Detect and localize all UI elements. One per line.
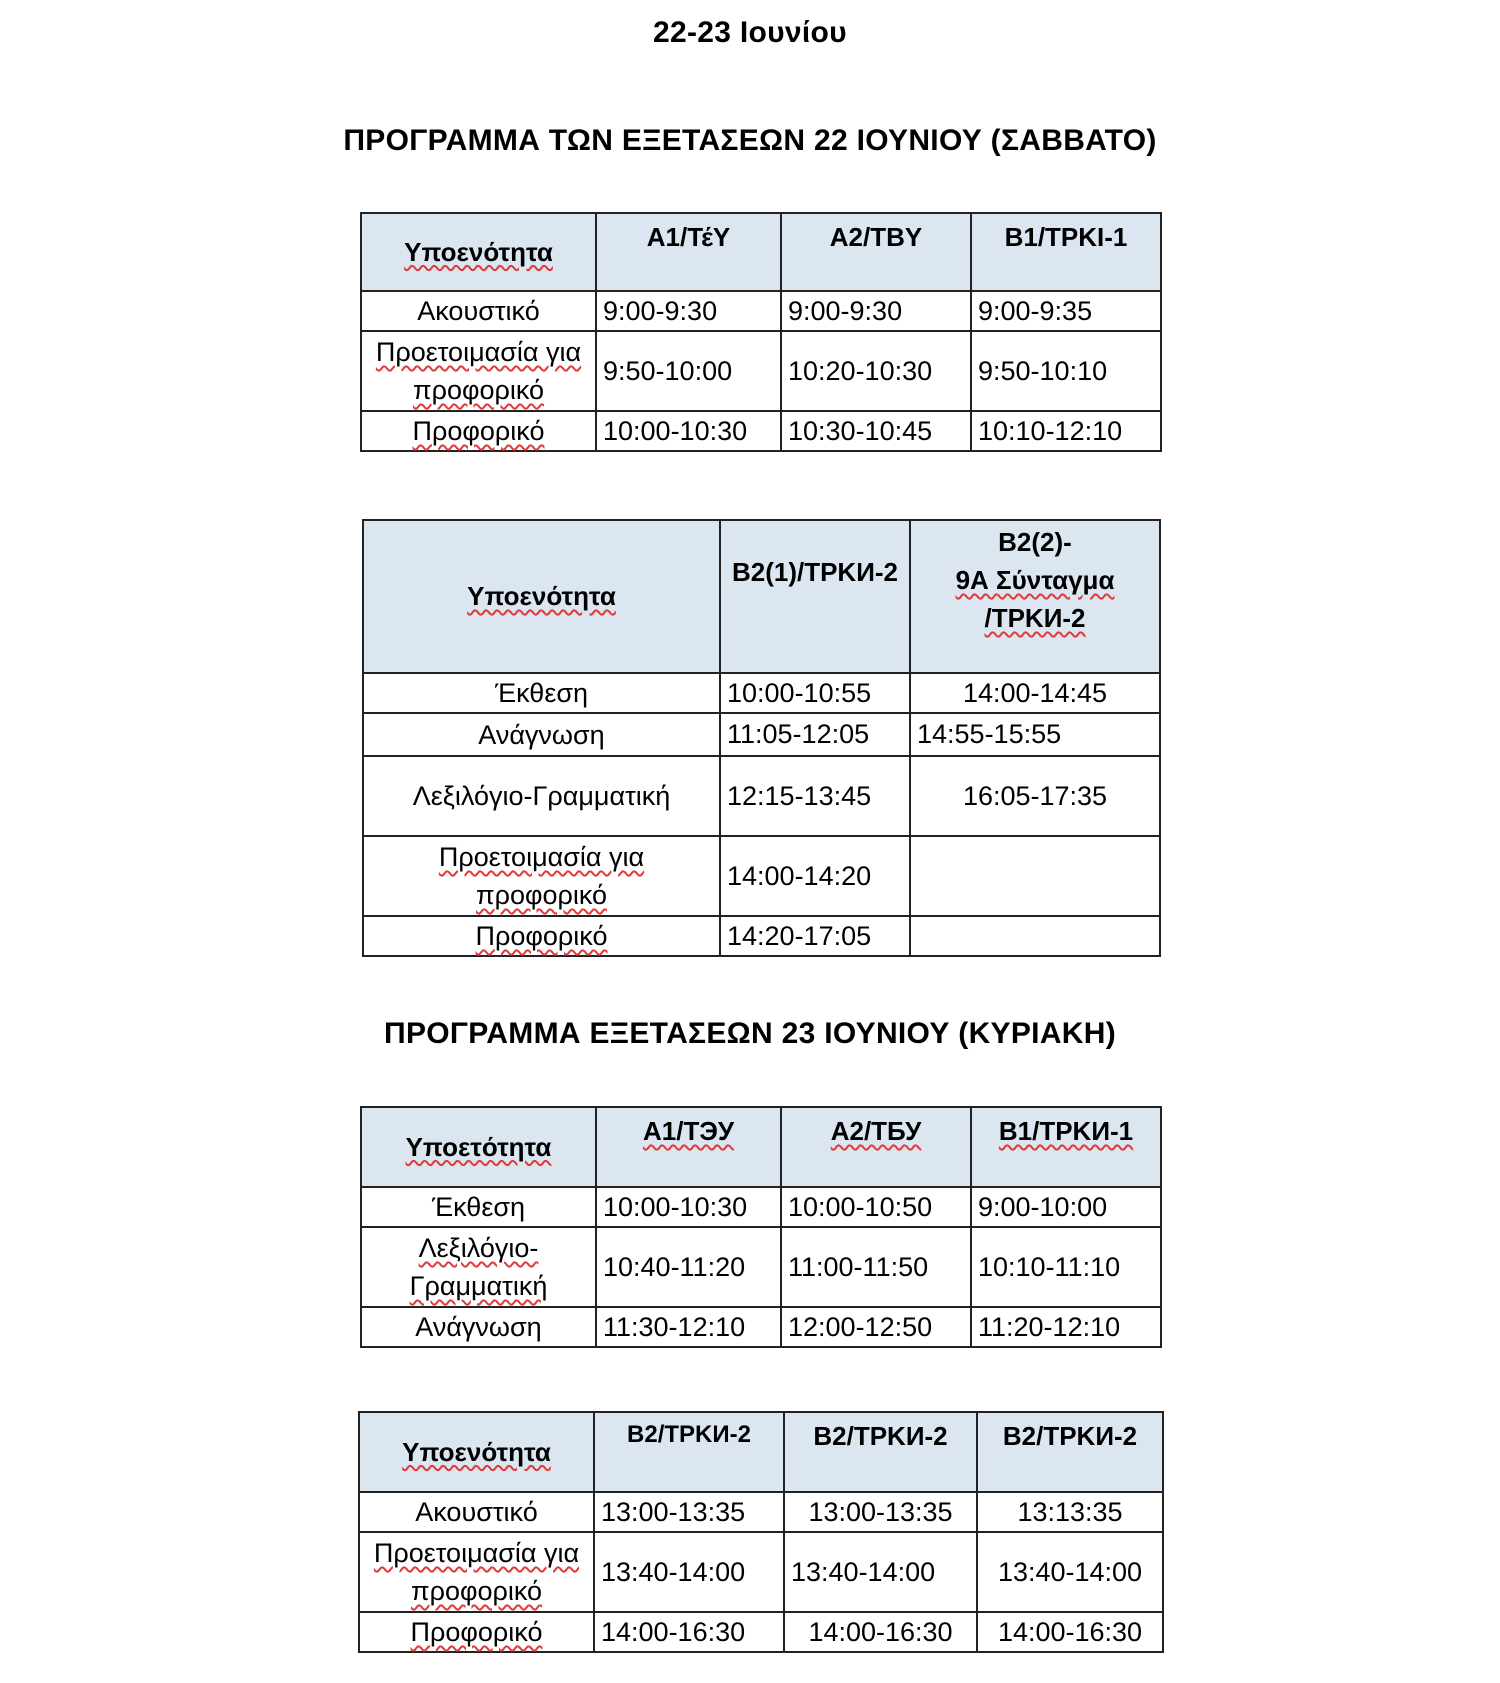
row-label: Ακουστικό [359, 1492, 594, 1532]
time-cell: 14:00-14:20 [720, 836, 910, 916]
empty-cell [910, 916, 1160, 956]
time-cell: 9:50-10:10 [971, 331, 1161, 411]
time-cell: 10:30-10:45 [781, 411, 971, 451]
row-label: Έκθεση [361, 1187, 596, 1227]
table-row [359, 1532, 1163, 1612]
table-row [363, 756, 1160, 836]
time-cell: 10:40-11:20 [596, 1227, 781, 1307]
time-cell: 13:00-13:35 [784, 1492, 977, 1532]
row-label: Λεξιλόγιο-Γραμματική [361, 1227, 596, 1307]
table-header-row [361, 1107, 1161, 1187]
time-cell: 12:00-12:50 [781, 1307, 971, 1347]
page-title: 22-23 Ιουνίου [653, 16, 847, 49]
header-level-a1: Α1/ΤέΥ [596, 213, 781, 291]
header-level-b1: Β1/ΤΡΚΙ-1 [971, 213, 1161, 291]
table-row [363, 836, 1160, 916]
header-level-b2-b: Β2/ΤΡΚИ-2 [784, 1412, 977, 1492]
time-cell: 13:40-14:00 [784, 1532, 977, 1612]
time-cell: 14:00-16:30 [784, 1612, 977, 1652]
header-subsection: Υποενότητα [363, 520, 720, 673]
time-cell: 9:00-9:30 [596, 291, 781, 331]
row-label: Προφορικό [363, 916, 720, 956]
time-cell: 10:00-10:50 [781, 1187, 971, 1227]
saturday-schedule-table-2 [362, 519, 1161, 957]
row-label: Προετοιμασία για προφορικό [359, 1532, 594, 1612]
time-cell: 10:10-12:10 [971, 411, 1161, 451]
table-row [361, 291, 1161, 331]
header-level-a1: Α1/ΤЭУ [596, 1107, 781, 1187]
row-label: Προφορικό [361, 411, 596, 451]
time-cell: 14:55-15:55 [910, 713, 1160, 756]
header-line-2: 9Α Σύνταγμα [955, 565, 1115, 595]
table-row [363, 673, 1160, 713]
time-cell: 9:00-9:30 [781, 291, 971, 331]
time-cell: 11:05-12:05 [720, 713, 910, 756]
table-header-row [359, 1412, 1163, 1492]
table-row [361, 1307, 1161, 1347]
table-row [361, 1227, 1161, 1307]
table-row [359, 1492, 1163, 1532]
time-cell: 9:50-10:00 [596, 331, 781, 411]
row-label: Ακουστικό [361, 291, 596, 331]
sunday-schedule-table-1 [360, 1106, 1162, 1348]
time-cell: 13:40-14:00 [594, 1532, 784, 1612]
saturday-schedule-table-1 [360, 212, 1162, 452]
time-cell: 12:15-13:45 [720, 756, 910, 836]
time-cell: 14:00-14:45 [910, 673, 1160, 713]
header-line-3: /ΤΡΚИ-2 [984, 603, 1086, 633]
row-label: Προετοιμασία για προφορικό [363, 836, 720, 916]
header-level-a2: Α2/ΤΒΥ [781, 213, 971, 291]
time-cell: 11:30-12:10 [596, 1307, 781, 1347]
header-line-1: Β2(2)- [998, 527, 1072, 557]
time-cell: 10:00-10:55 [720, 673, 910, 713]
header-level-b2-a: Β2/ΤΡΚИ-2 [594, 1412, 784, 1492]
header-level-b2-c: Β2/ΤΡΚИ-2 [977, 1412, 1163, 1492]
table-row [361, 1187, 1161, 1227]
row-label: Έκθεση [363, 673, 720, 713]
header-level-b2-2 [910, 520, 1160, 673]
header-level-b2-1: Β2(1)/ΤΡΚИ-2 [720, 520, 910, 673]
time-cell: 13:13:35 [977, 1492, 1163, 1532]
time-cell: 14:20-17:05 [720, 916, 910, 956]
row-label: Ανάγνωση [361, 1307, 596, 1347]
header-subsection: Υποενότητα [359, 1412, 594, 1492]
time-cell: 16:05-17:35 [910, 756, 1160, 836]
row-label: Προετοιμασία για προφορικό [361, 331, 596, 411]
table-row [359, 1612, 1163, 1652]
time-cell: 9:00-10:00 [971, 1187, 1161, 1227]
time-cell: 14:00-16:30 [977, 1612, 1163, 1652]
table-row [363, 916, 1160, 956]
time-cell: 11:00-11:50 [781, 1227, 971, 1307]
time-cell: 10:10-11:10 [971, 1227, 1161, 1307]
time-cell: 13:00-13:35 [594, 1492, 784, 1532]
sunday-schedule-table-2 [358, 1411, 1164, 1653]
saturday-heading: ΠΡΟΓΡΑΜΜΑ ΤΩΝ ΕΞΕΤΑΣΕΩΝ 22 ΙΟΥΝΙΟΥ (ΣΑΒΒΑΤΟ) [343, 124, 1157, 157]
row-label: Λεξιλόγιο-Γραμματική [363, 756, 720, 836]
time-cell: 14:00-16:30 [594, 1612, 784, 1652]
sunday-heading: ΠΡΟΓΡΑΜΜΑ ΕΞΕΤΑΣΕΩΝ 23 ΙΟΥΝΙΟΥ (ΚΥΡΙΑΚΗ) [383, 1017, 1116, 1050]
row-label: Ανάγνωση [363, 713, 720, 756]
empty-cell [910, 836, 1160, 916]
time-cell: 13:40-14:00 [977, 1532, 1163, 1612]
time-cell: 10:00-10:30 [596, 411, 781, 451]
time-cell: 10:00-10:30 [596, 1187, 781, 1227]
table-row [361, 331, 1161, 411]
time-cell: 11:20-12:10 [971, 1307, 1161, 1347]
time-cell: 9:00-9:35 [971, 291, 1161, 331]
header-level-b1: Β1/ΤΡΚИ-1 [971, 1107, 1161, 1187]
table-header-row [363, 520, 1160, 673]
table-row [363, 713, 1160, 756]
row-label: Προφορικό [359, 1612, 594, 1652]
table-row [361, 411, 1161, 451]
table-header-row [361, 213, 1161, 291]
time-cell: 10:20-10:30 [781, 331, 971, 411]
header-subsection: Υποενότητα [361, 213, 596, 291]
header-subsection: Υποετότητα [361, 1107, 596, 1187]
header-level-a2: Α2/ΤБУ [781, 1107, 971, 1187]
